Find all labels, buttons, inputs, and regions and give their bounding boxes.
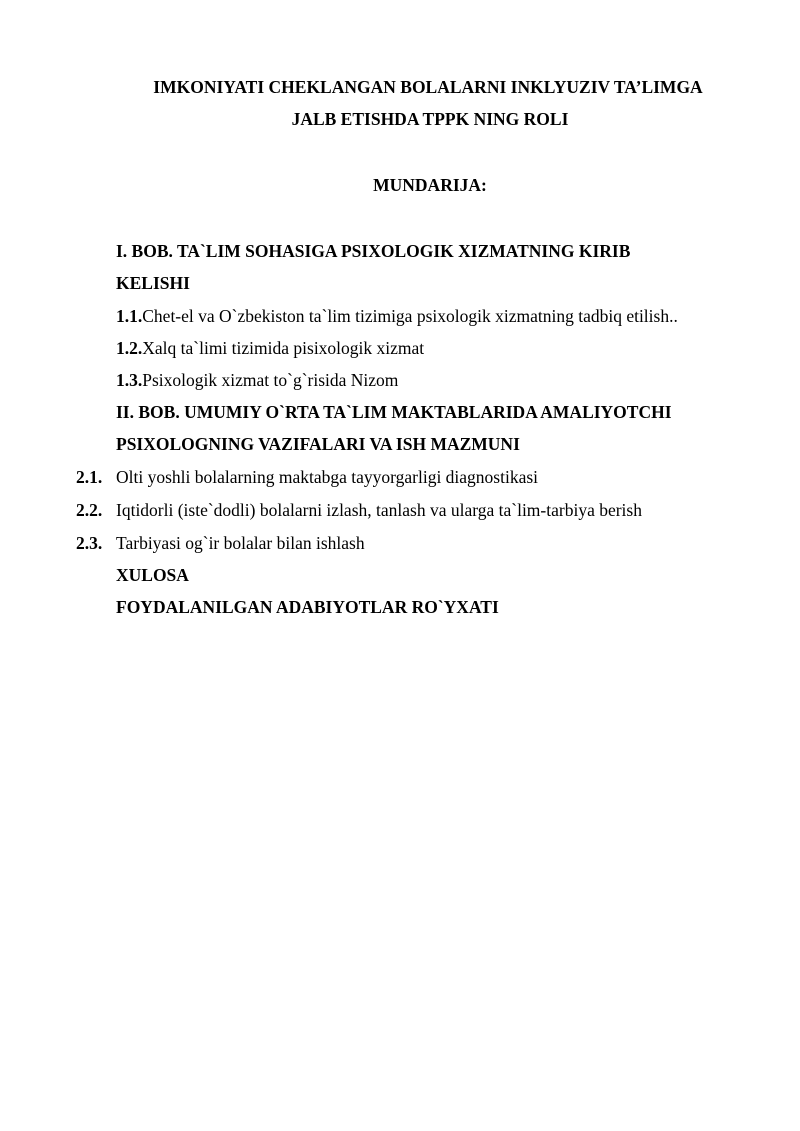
- references-heading: FOYDALANILGAN ADABIYOTLAR RO`YXATI: [116, 597, 499, 617]
- toc-item-number: 1.2.: [116, 338, 143, 358]
- toc-item-text: Olti yoshli bolalarning maktabga tayyorgarligi diagnostikasi: [116, 467, 539, 487]
- document-title-line-2: JALB ETISHDA TPPK NING ROLI: [291, 109, 569, 129]
- toc-item-number: 2.3.: [76, 533, 103, 553]
- toc-item-number: 2.1.: [76, 467, 103, 487]
- contents-heading: MUNDARIJA:: [373, 175, 487, 195]
- toc-item-number: 1.3.: [116, 370, 143, 390]
- toc-item-number: 2.2.: [76, 500, 103, 520]
- toc-item-text: Chet-el va O`zbekiston ta`lim tizimiga psixologik xizmatning tadbiq etilish..: [142, 306, 678, 326]
- toc-item-text: Tarbiyasi og`ir bolalar bilan ishlash: [116, 533, 365, 553]
- chapter-2-heading-line-1: II. BOB. UMUMIY O`RTA TA`LIM MAKTABLARIDA AMALIYOTCHI: [116, 402, 672, 422]
- toc-item-text: Xalq ta`limi tizimida pisixologik xizmat: [142, 338, 425, 358]
- toc-item: [116, 369, 398, 391]
- conclusion-heading: XULOSA: [116, 565, 189, 585]
- chapter-1-heading-line-1: I. BOB. TA`LIM SOHASIGA PSIXOLOGIK XIZMATNING KIRIB: [116, 241, 631, 261]
- toc-item: [116, 305, 678, 327]
- toc-item: [116, 337, 424, 359]
- toc-item-text: Iqtidorli (iste`dodli) bolalarni izlash, tanlash va ularga ta`lim-tarbiya berish: [116, 500, 642, 520]
- toc-item-number: 1.1.: [116, 306, 143, 326]
- toc-item-text: Psixologik xizmat to`g`risida Nizom: [142, 370, 399, 390]
- chapter-2-heading-line-2: PSIXOLOGNING VAZIFALARI VA ISH MAZMUNI: [116, 434, 520, 454]
- chapter-1-heading-line-2: KELISHI: [116, 273, 190, 293]
- document-title-line-1: IMKONIYATI CHEKLANGAN BOLALARNI INKLYUZIV TA’LIMGA: [153, 77, 703, 97]
